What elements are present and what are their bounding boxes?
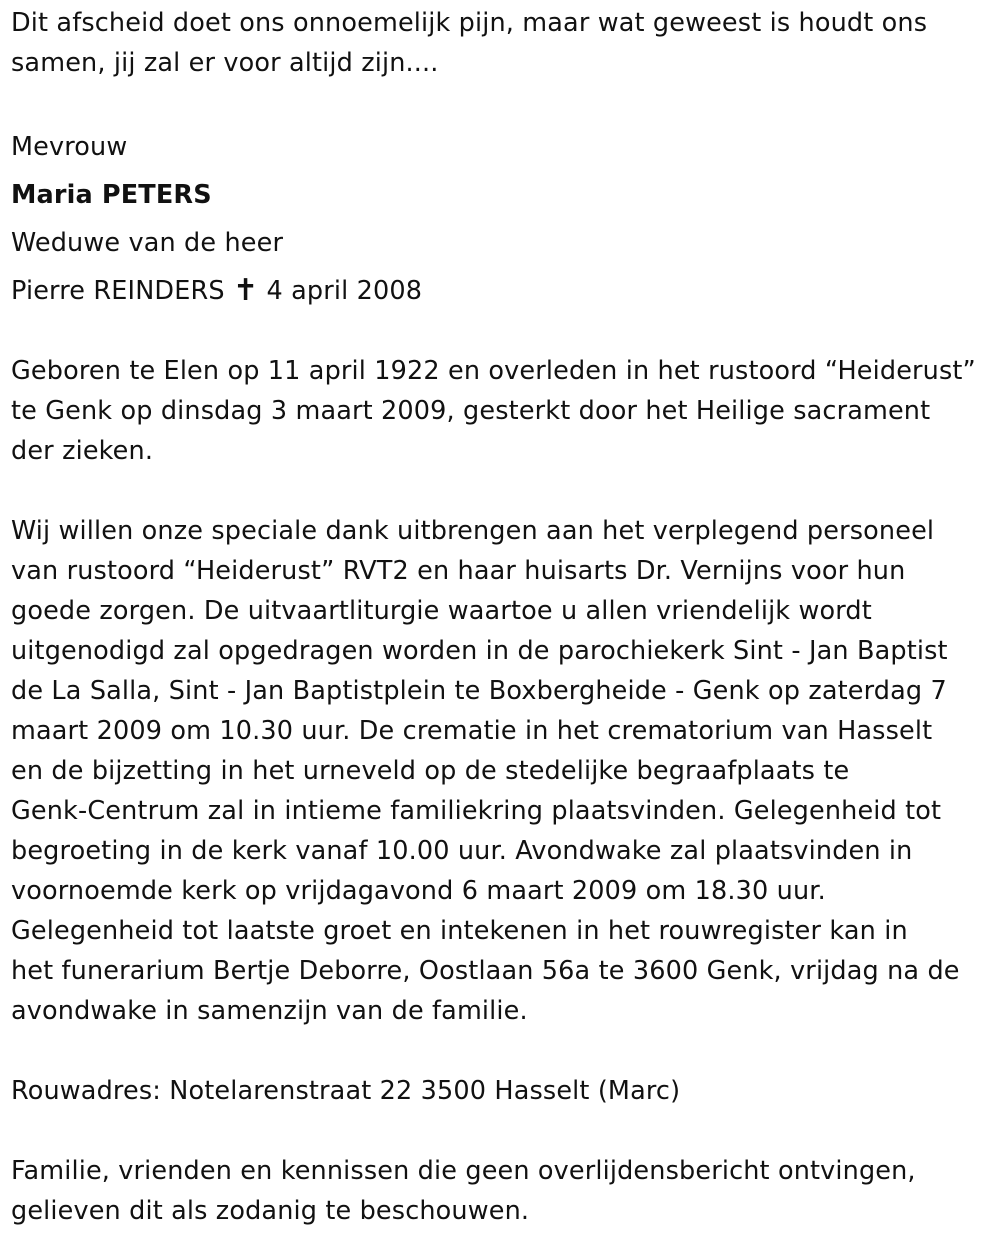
paragraph-line: uitgenodigd zal opgedragen worden in de parochiekerk Sint - Jan Baptist — [11, 636, 948, 666]
deceased-block — [11, 123, 996, 315]
salutation: Mevrouw — [11, 132, 128, 162]
thanks-paragraph — [11, 511, 996, 1031]
paragraph-line: avondwake in samenzijn van de familie. — [11, 996, 528, 1026]
paragraph-line: Gelegenheid tot laatste groet en intekenen in het rouwregister kan in — [11, 916, 908, 946]
paragraph-line: maart 2009 om 10.30 uur. De crematie in het crematorium van Hasselt — [11, 716, 933, 746]
paragraph-line: en de bijzetting in het urneveld op de stedelijke begraafplaats te — [11, 756, 850, 786]
paragraph-line: goede zorgen. De uitvaartliturgie waartoe u allen vriendelijk wordt — [11, 596, 872, 626]
address-paragraph — [11, 1071, 996, 1111]
intro-line: Dit afscheid doet ons onnoemelijk pijn, maar wat geweest is houdt ons — [11, 8, 928, 38]
deceased-name: Maria PETERS — [11, 180, 212, 210]
spouse-death-date: 4 april 2008 — [266, 276, 423, 306]
paragraph-line: Geboren te Elen op 11 april 1922 en overleden in het rustoord “Heiderust” — [11, 356, 976, 386]
spouse-name: Pierre REINDERS — [11, 276, 225, 306]
paragraph-line: gelieven dit als zodanig te beschouwen. — [11, 1196, 530, 1226]
intro-paragraph — [11, 3, 996, 83]
intro-line: samen, jij zal er voor altijd zijn.... — [11, 48, 439, 78]
paragraph-line: van rustoord “Heiderust” RVT2 en haar huisarts Dr. Vernijns voor hun — [11, 556, 906, 586]
obituary-document — [11, 0, 996, 1231]
paragraph-line: voornoemde kerk op vrijdagavond 6 maart 2009 om 18.30 uur. — [11, 876, 826, 906]
paragraph-line: Genk-Centrum zal in intieme familiekring plaatsvinden. Gelegenheid tot — [11, 796, 942, 826]
closing-paragraph — [11, 1151, 996, 1231]
mourning-address: Rouwadres: Notelarenstraat 22 3500 Hasselt (Marc) — [11, 1076, 681, 1106]
spouse-line — [11, 267, 996, 315]
cross-icon: ✝ — [232, 273, 259, 308]
paragraph-line: der zieken. — [11, 436, 154, 466]
paragraph-line: begroeting in de kerk vanaf 10.00 uur. Avondwake zal plaatsvinden in — [11, 836, 913, 866]
birth-death-paragraph — [11, 351, 996, 471]
paragraph-line: Wij willen onze speciale dank uitbrengen aan het verplegend personeel — [11, 516, 935, 546]
paragraph-line: de La Salla, Sint - Jan Baptistplein te Boxbergheide - Genk op zaterdag 7 — [11, 676, 947, 706]
relation-text: Weduwe van de heer — [11, 228, 284, 258]
paragraph-line: te Genk op dinsdag 3 maart 2009, gesterkt door het Heilige sacrament — [11, 396, 931, 426]
paragraph-line: het funerarium Bertje Deborre, Oostlaan 56a te 3600 Genk, vrijdag na de — [11, 956, 960, 986]
paragraph-line: Familie, vrienden en kennissen die geen overlijdensbericht ontvingen, — [11, 1156, 916, 1186]
